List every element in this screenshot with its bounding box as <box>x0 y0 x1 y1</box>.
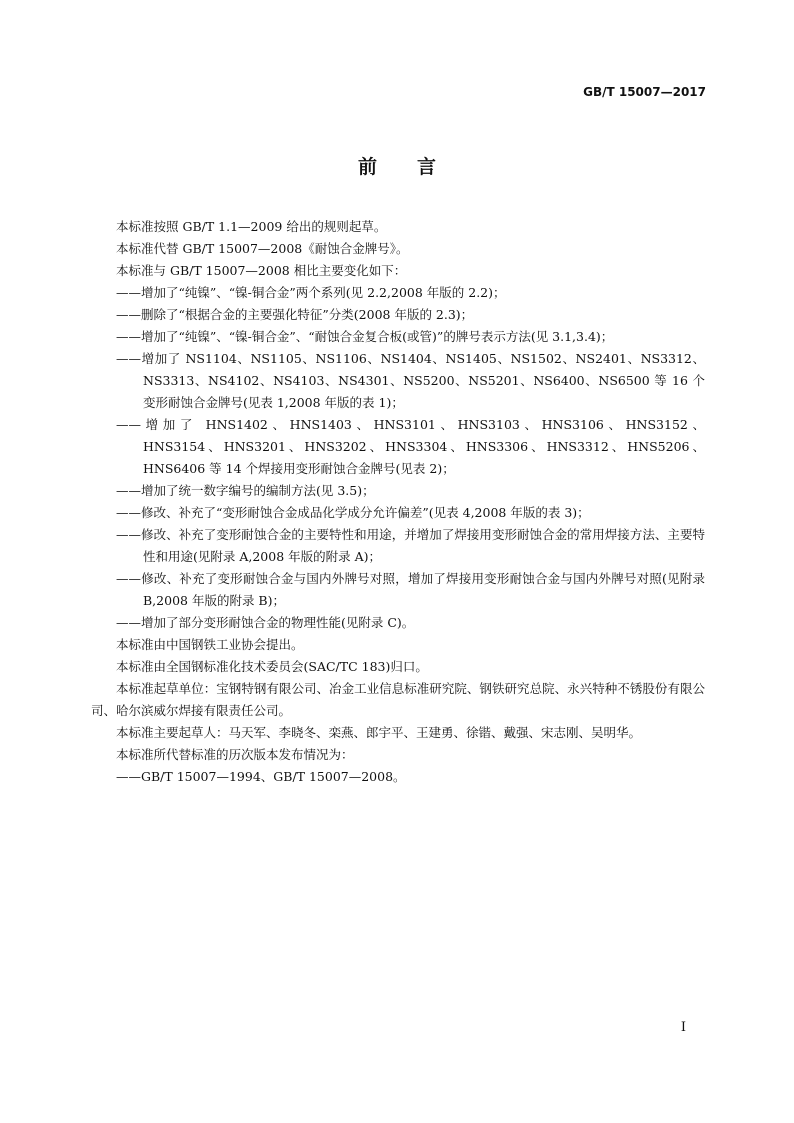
page-title: 前言 <box>357 156 476 178</box>
list-item: ——增加了“纯镍”、“镍-铜合金”、“耐蚀合金复合板(或管)”的牌号表示方法(见 3.1,3.4)； <box>116 329 614 344</box>
list-item: ——增加了 HNS1402、HNS1403、HNS3101、HNS3103、HNS3106、HNS3152、HNS3154、HNS3201、HNS3202、HNS3304、HNS3306、HNS3312、HNS5206、HNS6406 等 14 个焊接用变形耐蚀合金牌号(见表 2)； <box>116 417 705 476</box>
paragraph: 本标准主要起草人：马天军、李晓冬、栾燕、郎宇平、王建勇、徐锴、戴强、宋志刚、吴明华。 <box>116 725 642 740</box>
page-number: I <box>680 1020 686 1035</box>
foreword-body <box>91 216 705 788</box>
paragraph: 本标准由中国钢铁工业协会提出。 <box>116 637 304 652</box>
paragraph: 本标准代替 GB/T 15007—2008《耐蚀合金牌号》。 <box>116 241 409 256</box>
list-item: ——增加了 NS1104、NS1105、NS1106、NS1404、NS1405、NS1502、NS2401、NS3312、NS3313、NS4102、NS4103、NS4301、NS5200、NS5201、NS6400、NS6500 等 16 个变形耐蚀合金牌号(见表 1,2008 年版的表 1)； <box>116 351 705 410</box>
paragraph: 本标准由全国钢标准化技术委员会(SAC/TC 183)归口。 <box>116 659 428 674</box>
list-item: ——GB/T 15007—1994、GB/T 15007—2008。 <box>116 769 406 784</box>
paragraph: 本标准与 GB/T 15007—2008 相比主要变化如下： <box>116 263 407 278</box>
list-item: ——删除了“根据合金的主要强化特征”分类(2008 年版的 2.3)； <box>116 307 474 322</box>
list-item: ——增加了部分变形耐蚀合金的物理性能(见附录 C)。 <box>116 615 415 630</box>
standard-number: GB/T 15007—2017 <box>583 85 706 99</box>
list-item: ——修改、补充了变形耐蚀合金的主要特性和用途，并增加了焊接用变形耐蚀合金的常用焊接方法、主要特性和用途(见附录 A,2008 年版的附录 A)； <box>116 527 705 564</box>
paragraph: 本标准按照 GB/T 1.1—2009 给出的规则起草。 <box>116 219 387 234</box>
paragraph: 本标准起草单位：宝钢特钢有限公司、冶金工业信息标准研究院、钢铁研究总院、永兴特种不锈股份有限公司、哈尔滨威尔焊接有限责任公司。 <box>91 681 705 718</box>
list-item: ——增加了“纯镍”、“镍-铜合金”两个系列(见 2.2,2008 年版的 2.2)； <box>116 285 506 300</box>
list-item: ——增加了统一数字编号的编制方法(见 3.5)； <box>116 483 375 498</box>
paragraph: 本标准所代替标准的历次版本发布情况为： <box>116 747 354 762</box>
list-item: ——修改、补充了“变形耐蚀合金成品化学成分允许偏差”(见表 4,2008 年版的表 3)； <box>116 505 590 520</box>
list-item: ——修改、补充了变形耐蚀合金与国内外牌号对照，增加了焊接用变形耐蚀合金与国内外牌号对照(见附录 B,2008 年版的附录 B)； <box>116 571 705 608</box>
